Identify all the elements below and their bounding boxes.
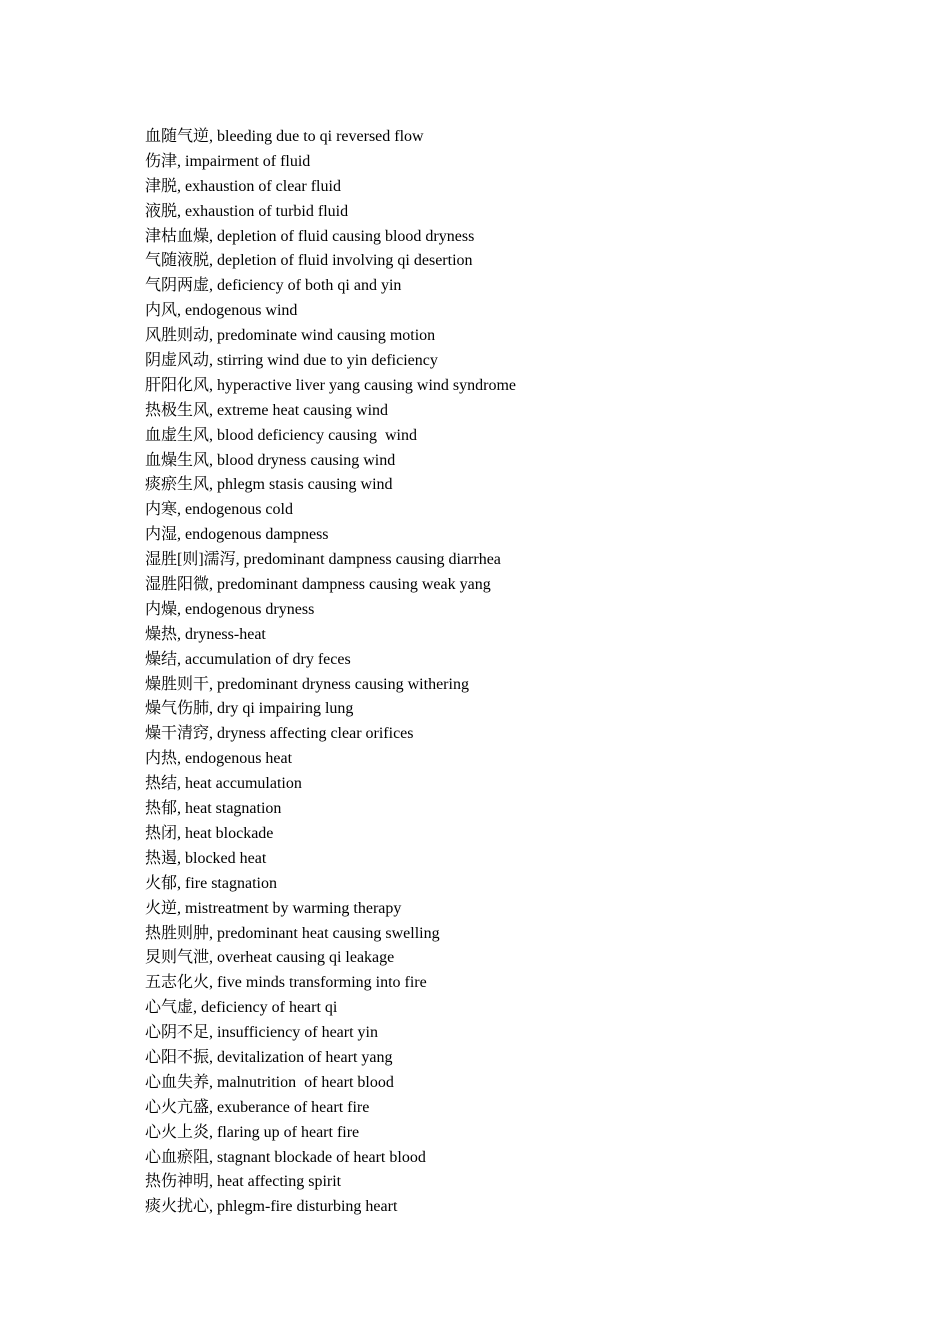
- list-item: 热遏, blocked heat: [145, 849, 267, 867]
- list-item: 心血瘀阻, stagnant blockade of heart blood: [145, 1148, 426, 1166]
- list-item: 风胜则动, predominate wind causing motion: [145, 327, 436, 345]
- list-item: 内燥, endogenous dryness: [145, 600, 315, 618]
- list-item: 心阴不足, insufficiency of heart yin: [145, 1024, 378, 1042]
- list-item: 心火亢盛, exuberance of heart fire: [145, 1098, 370, 1116]
- list-item: 气随液脱, depletion of fluid involving qi desertion: [145, 252, 473, 270]
- list-item: 热结, heat accumulation: [145, 775, 302, 793]
- list-item: 火逆, mistreatment by warming therapy: [145, 899, 402, 917]
- list-item: 五志化火, five minds transforming into fire: [145, 974, 427, 992]
- list-item: 燥胜则干, predominant dryness causing withering: [145, 675, 469, 693]
- list-item: 湿胜[则]濡泻, predominant dampness causing diarrhea: [145, 551, 501, 569]
- list-item: 内湿, endogenous dampness: [145, 526, 329, 544]
- list-item: 热极生风, extreme heat causing wind: [145, 401, 389, 419]
- list-item: 热郁, heat stagnation: [145, 800, 282, 818]
- list-item: 液脱, exhaustion of turbid fluid: [145, 202, 349, 220]
- list-item: 燥热, dryness-heat: [145, 625, 266, 643]
- list-item: 炅则气泄, overheat causing qi leakage: [145, 949, 395, 967]
- list-item: 痰火扰心, phlegm-fire disturbing heart: [145, 1198, 398, 1216]
- list-item: 津脱, exhaustion of clear fluid: [145, 177, 341, 195]
- list-item: 伤津, impairment of fluid: [145, 152, 311, 170]
- list-item: 热闭, heat blockade: [145, 824, 274, 842]
- list-item: 热胜则肿, predominant heat causing swelling: [145, 924, 440, 942]
- list-item: 气阴两虚, deficiency of both qi and yin: [145, 277, 402, 295]
- list-item: 热伤神明, heat affecting spirit: [145, 1173, 342, 1191]
- list-item: 内风, endogenous wind: [145, 302, 298, 320]
- list-item: 火郁, fire stagnation: [145, 874, 277, 892]
- list-item: 湿胜阳微, predominant dampness causing weak yang: [145, 576, 491, 594]
- list-item: 痰瘀生风, phlegm stasis causing wind: [145, 476, 393, 494]
- list-item: 燥结, accumulation of dry feces: [145, 650, 351, 668]
- list-item: 血燥生风, blood dryness causing wind: [145, 451, 396, 469]
- term-list: [145, 125, 516, 1220]
- list-item: 阴虚风动, stirring wind due to yin deficiency: [145, 352, 438, 370]
- list-item: 心气虚, deficiency of heart qi: [145, 999, 338, 1017]
- list-item: 心火上炎, flaring up of heart fire: [145, 1123, 360, 1141]
- list-item: 血虚生风, blood deficiency causing wind: [145, 426, 417, 444]
- list-item: 燥气伤肺, dry qi impairing lung: [145, 700, 354, 718]
- list-item: 血随气逆, bleeding due to qi reversed flow: [145, 128, 424, 145]
- list-item: 心阳不振, devitalization of heart yang: [145, 1048, 393, 1066]
- list-item: 心血失养, malnutrition of heart blood: [145, 1073, 394, 1091]
- list-item: 内热, endogenous heat: [145, 750, 293, 768]
- list-item: 燥干清窍, dryness affecting clear orifices: [145, 725, 414, 743]
- list-item: 津枯血燥, depletion of fluid causing blood dryness: [145, 227, 475, 245]
- list-item: 内寒, endogenous cold: [145, 501, 293, 519]
- list-item: 肝阳化风, hyperactive liver yang causing wind syndrome: [145, 376, 517, 394]
